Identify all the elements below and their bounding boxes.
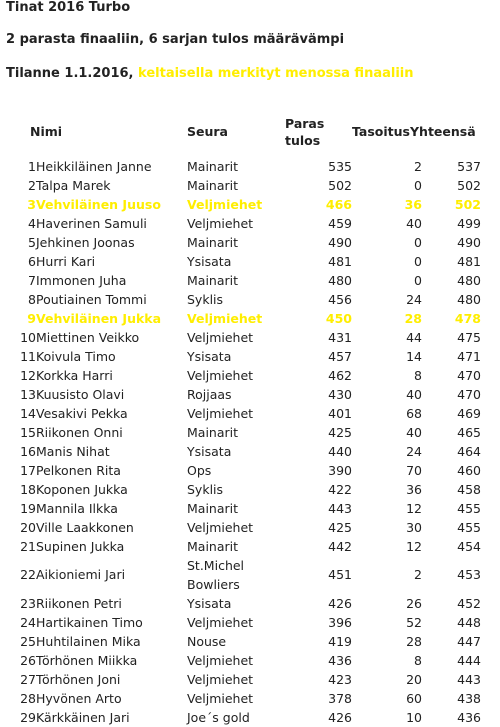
row-total: 470 [457,387,481,402]
row-rank: 4 [28,216,36,231]
row-rank: 19 [20,501,36,516]
row-handicap: 0 [414,178,422,193]
table-row [14,594,498,613]
row-rank: 12 [20,368,36,383]
row-best-score: 430 [328,387,352,402]
row-rank: 14 [20,406,36,421]
row-name: Hyvönen Arto [36,691,122,706]
row-best-score: 481 [328,254,352,269]
row-total: 452 [457,596,481,611]
row-club: Mainarit [187,159,239,174]
row-handicap: 8 [414,368,422,383]
table-row [14,651,498,670]
row-rank: 26 [20,653,36,668]
status-date: Tilanne 1.1.2016, [6,66,139,81]
row-total: 471 [457,349,481,364]
row-club: Veljmiehet [187,406,254,421]
row-total: 465 [457,425,481,440]
row-club: Joe´s gold [187,710,250,725]
row-rank: 5 [28,235,36,250]
row-total: 444 [457,653,481,668]
row-best-score: 456 [328,292,352,307]
row-best-score: 436 [328,653,352,668]
row-total: 454 [457,539,481,554]
row-total: 478 [454,311,481,326]
row-best-score: 535 [328,159,352,174]
row-handicap: 2 [414,567,422,582]
row-rank: 15 [20,425,36,440]
table-row [14,385,498,404]
table-row [14,309,498,328]
table-body [14,157,498,727]
row-handicap: 14 [406,349,422,364]
row-name: Riikonen Petri [36,596,122,611]
row-handicap: 12 [406,539,422,554]
row-handicap: 2 [414,159,422,174]
row-club: Veljmiehet [187,330,254,345]
table-row [14,366,498,385]
row-handicap: 12 [406,501,422,516]
header-club: Seura [187,124,228,139]
row-name: Hurri Kari [36,254,96,269]
row-rank: 22 [20,567,36,582]
row-total: 453 [457,567,481,582]
row-club: Mainarit [187,235,239,250]
row-best-score: 431 [328,330,352,345]
row-name: Miettinen Veikko [36,330,140,345]
row-total: 447 [457,634,481,649]
row-name: Immonen Juha [36,273,127,288]
row-total: 460 [457,463,481,478]
row-name: Jehkinen Joonas [36,235,135,250]
row-total: 490 [457,235,481,250]
row-club: Nouse [187,634,227,649]
row-best-score: 457 [328,349,352,364]
row-rank: 18 [20,482,36,497]
row-name: Huhtilainen Mika [36,634,141,649]
row-handicap: 70 [406,463,422,478]
row-rank: 20 [20,520,36,535]
row-name: Talpa Marek [36,178,111,193]
header-best-score: Paras tulos [285,116,325,148]
table-row [14,461,498,480]
row-club: Mainarit [187,178,239,193]
row-club: Veljmiehet [187,216,254,231]
table-row [14,537,498,556]
row-club: Mainarit [187,539,239,554]
header-handicap: Tasoitus [352,124,410,139]
row-total: 438 [457,691,481,706]
row-club: Veljmiehet [187,368,254,383]
row-club: Ysisata [187,596,232,611]
row-handicap: 44 [406,330,422,345]
row-club: Syklis [187,292,224,307]
row-name: Kuusisto Olavi [36,387,125,402]
row-handicap: 10 [406,710,422,725]
table-row [14,328,498,347]
row-name: Mannila Ilkka [36,501,118,516]
row-best-score: 423 [328,672,352,687]
row-handicap: 20 [406,672,422,687]
row-best-score: 419 [328,634,352,649]
table-row [14,708,498,727]
row-name: Vesakivi Pekka [36,406,128,421]
table-row [14,290,498,309]
row-club: Mainarit [187,425,239,440]
row-name: Manis Nihat [36,444,110,459]
row-rank: 24 [20,615,36,630]
row-name: Kärkkäinen Jari [36,710,130,725]
row-name: Ville Laakkonen [36,520,134,535]
table-row [14,613,498,632]
table-row [14,499,498,518]
row-best-score: 459 [328,216,352,231]
row-handicap: 36 [404,197,422,212]
row-best-score: 401 [328,406,352,421]
status-highlight-note: keltaisella merkityt menossa finaaliin [138,66,414,81]
table-row [14,442,498,461]
row-handicap: 24 [406,444,422,459]
row-handicap: 40 [406,216,422,231]
row-handicap: 28 [404,311,422,326]
row-name: Aikioniemi Jari [36,567,126,582]
row-rank: 9 [27,311,36,326]
table-row [14,233,498,252]
row-best-score: 502 [328,178,352,193]
row-best-score: 390 [328,463,352,478]
row-total: 537 [457,159,481,174]
header-total: Yhteensä [410,124,476,139]
row-rank: 11 [20,349,36,364]
row-rank: 8 [28,292,36,307]
row-total: 458 [457,482,481,497]
row-name: Vehviläinen Jukka [36,311,162,326]
row-handicap: 52 [406,615,422,630]
row-club: Ysisata [187,444,232,459]
row-best-score: 440 [328,444,352,459]
page-subtitle: 2 parasta finaaliin, 6 sarjan tulos määrävämpi [6,32,345,47]
row-club: Rojjaas [187,387,232,402]
row-handicap: 24 [406,292,422,307]
table-row [14,556,498,594]
row-total: 443 [457,672,481,687]
status-line [6,66,414,81]
table-row [14,670,498,689]
row-total: 499 [457,216,481,231]
row-club: Mainarit [187,501,239,516]
row-club: Veljmiehet [187,520,254,535]
row-best-score: 462 [328,368,352,383]
row-total: 480 [457,273,481,288]
row-club: Ops [187,463,212,478]
row-club: Mainarit [187,273,239,288]
row-name: Koivula Timo [36,349,116,364]
row-club: Veljmiehet [187,672,254,687]
row-club: Ysisata [187,254,232,269]
row-best-score: 443 [328,501,352,516]
row-club: Veljmiehet [187,197,263,212]
row-best-score: 426 [328,596,352,611]
row-total: 502 [457,178,481,193]
table-row [14,347,498,366]
row-rank: 21 [20,539,36,554]
row-club: Veljmiehet [187,311,263,326]
row-best-score: 422 [328,482,352,497]
row-handicap: 26 [406,596,422,611]
row-handicap: 28 [406,634,422,649]
row-name: Hartikainen Timo [36,615,143,630]
row-rank: 7 [28,273,36,288]
table-row [14,404,498,423]
row-club: Veljmiehet [187,615,254,630]
row-handicap: 0 [414,235,422,250]
row-rank: 2 [28,178,36,193]
row-club: Veljmiehet [187,691,254,706]
row-total: 469 [457,406,481,421]
row-name: Pelkonen Rita [36,463,121,478]
row-name: Poutiainen Tommi [36,292,147,307]
row-rank: 10 [20,330,36,345]
row-best-score: 480 [328,273,352,288]
row-rank: 23 [20,596,36,611]
row-handicap: 8 [414,653,422,668]
row-total: 436 [457,710,481,725]
row-best-score: 451 [328,567,352,582]
row-total: 464 [457,444,481,459]
row-handicap: 0 [414,254,422,269]
row-best-score: 490 [328,235,352,250]
page-title: Tinat 2016 Turbo [6,0,131,15]
row-rank: 28 [20,691,36,706]
row-name: Heikkiläinen Janne [36,159,152,174]
header-name: Nimi [30,124,63,139]
table-row [14,480,498,499]
row-rank: 25 [20,634,36,649]
table-row [14,252,498,271]
row-best-score: 450 [325,311,352,326]
row-club: Syklis [187,482,224,497]
row-handicap: 30 [406,520,422,535]
table-row [14,689,498,708]
row-name: Törhönen Joni [36,672,121,687]
row-total: 502 [454,197,481,212]
row-handicap: 40 [406,425,422,440]
table-row [14,518,498,537]
row-total: 455 [457,501,481,516]
row-total: 480 [457,292,481,307]
row-total: 448 [457,615,481,630]
row-rank: 3 [27,197,36,212]
row-name: Vehviläinen Juuso [36,197,161,212]
table-row [14,176,498,195]
row-name: Korkka Harri [36,368,113,383]
row-name: Supinen Jukka [36,539,125,554]
row-total: 470 [457,368,481,383]
row-rank: 6 [28,254,36,269]
row-best-score: 425 [328,520,352,535]
row-rank: 17 [20,463,36,478]
row-name: Riikonen Onni [36,425,123,440]
table-row [14,423,498,442]
row-best-score: 466 [325,197,352,212]
row-rank: 1 [28,159,36,174]
row-total: 481 [457,254,481,269]
row-handicap: 60 [406,691,422,706]
row-best-score: 426 [328,710,352,725]
table-row [14,157,498,176]
row-name: Törhönen Miikka [36,653,138,668]
results-table [14,112,498,727]
row-handicap: 40 [406,387,422,402]
row-rank: 13 [20,387,36,402]
row-best-score: 442 [328,539,352,554]
row-handicap: 68 [406,406,422,421]
row-rank: 29 [20,710,36,725]
row-name: Koponen Jukka [36,482,128,497]
table-row [14,271,498,290]
row-rank: 27 [20,672,36,687]
row-club: Ysisata [187,349,232,364]
row-best-score: 425 [328,425,352,440]
row-club: Veljmiehet [187,653,254,668]
row-name: Haverinen Samuli [36,216,147,231]
table-row [14,214,498,233]
row-best-score: 396 [328,615,352,630]
table-header [14,112,498,157]
row-total: 475 [457,330,481,345]
row-rank: 16 [20,444,36,459]
row-total: 455 [457,520,481,535]
table-row [14,195,498,214]
row-best-score: 378 [328,691,352,706]
row-handicap: 0 [414,273,422,288]
row-club: St.Michel Bowliers [187,558,245,592]
table-row [14,632,498,651]
row-handicap: 36 [406,482,422,497]
